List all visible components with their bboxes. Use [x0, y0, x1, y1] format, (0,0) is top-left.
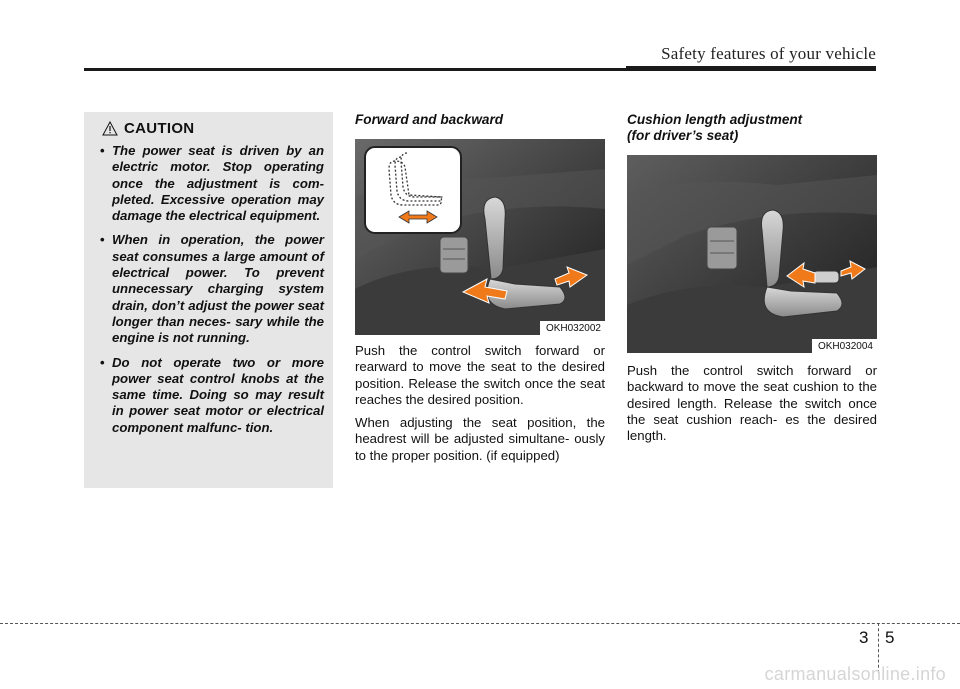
caution-item-motor: • The power seat is driven by an electric motor. Stop operating once the adjustment is com- pleted. Excessive operation may damage the electrical equipment.	[96, 143, 324, 224]
cushion-length-text	[627, 363, 877, 444]
forward-backward-text	[355, 343, 605, 464]
cushion-length-figure	[627, 155, 877, 353]
header-rule-accent	[626, 66, 876, 71]
warning-triangle-icon	[102, 121, 118, 136]
paragraph: Push the control switch forward or backward to move the seat cushion to the desired length. Release the switch once the seat cushion reach- es the desired length.	[627, 363, 877, 444]
forward-backward-figure	[355, 139, 605, 335]
caution-item-multiple-knobs: • Do not operate two or more power seat control knobs at the same time. Doing so may result in power seat motor or electrical component malfunc- tion.	[96, 355, 324, 436]
caution-item-power-drain: • When in operation, the power seat consumes a large amount of electrical power. To prevent unnecessary charging system drain, don’t adjust the power seat longer than neces- sary while the engine is not running.	[96, 232, 324, 346]
footer-rule	[0, 623, 960, 624]
paragraph: When adjusting the seat position, the headrest will be adjusted simultane- ously to the proper position. (if equipped)	[355, 415, 605, 463]
chapter-number: 3	[859, 628, 869, 647]
cushion-length-section	[627, 112, 877, 451]
caution-list	[96, 143, 324, 436]
cushion-length-heading	[627, 112, 877, 144]
heading-line: (for driver’s seat)	[627, 128, 739, 143]
caution-header	[102, 120, 324, 137]
caution-box	[84, 112, 333, 488]
page-number: 5	[885, 628, 895, 647]
cushion-switch-illustration	[627, 155, 877, 353]
page-header-title: Safety features of your vehicle	[661, 44, 876, 63]
figure-code: OKH032002	[540, 321, 605, 335]
watermark: carmanualsonline.info	[764, 664, 946, 684]
figure-code: OKH032004	[812, 339, 877, 353]
forward-backward-heading: Forward and backward	[355, 112, 504, 127]
heading-line: Cushion length adjustment	[627, 112, 803, 127]
forward-backward-section	[355, 112, 605, 471]
seat-switch-illustration	[355, 139, 605, 335]
paragraph: Push the control switch forward or rearward to move the seat to the desired position. Release the switch once the seat reaches the desired position.	[355, 343, 605, 407]
caution-title: CAUTION	[124, 120, 195, 137]
